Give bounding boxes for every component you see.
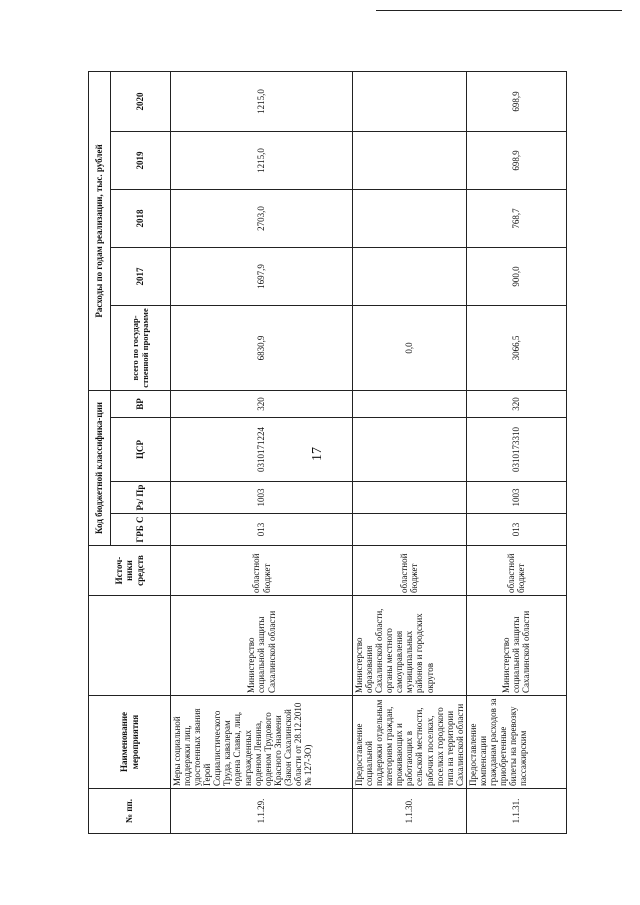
row-grbs: 013 [466,514,566,546]
row-2019: 698,9 [466,131,566,189]
row-2017 [353,247,467,305]
row-2019 [353,131,467,189]
row-total: 3066,5 [466,305,566,390]
row-2017: 900,0 [466,247,566,305]
row-vr [353,390,467,417]
row-no: 1.1.30. [353,789,467,834]
col-executor-header [89,596,171,696]
col-csr-header: ЦСР [111,418,171,482]
col-no-header: № пп. [89,789,171,834]
row-csr: 0310173310 [466,418,566,482]
row-2018: 768,7 [466,189,566,247]
row-csr [353,418,467,482]
row-grbs [353,514,467,546]
row-total: 6830,9 [171,305,353,390]
col-grbs-header: ГРБ С [111,514,171,546]
top-rule [376,10,622,11]
col-total-header: всего по государ-ственной программе [111,305,171,390]
rotated-table-container [88,72,564,834]
col-name-header: Наименование мероприятия [89,696,171,789]
row-executor: Министерство социальной защиты Сахалинской области [466,596,566,696]
col-source-header: Источ-ники средств [89,546,171,596]
col-2018-header: 2018 [111,189,171,247]
row-rzpr [353,482,467,514]
row-executor: Министерство социальной защиты Сахалинской области [171,596,353,696]
col-2017-header: 2017 [111,247,171,305]
table-row [466,71,566,833]
row-2020 [353,71,467,131]
row-2017: 1697,9 [171,247,353,305]
row-name: Предоставление социальной поддержки отдельным категориям граждан, проживающих и работающих в сельской местности, рабочих поселках, поселках городского типа на территории Сахалинской области [353,696,467,789]
row-no: 1.1.31. [466,789,566,834]
row-2020: 698,9 [466,71,566,131]
row-csr: 0310171224 [171,418,353,482]
row-rzpr: 1003 [466,482,566,514]
row-2019: 1215,0 [171,131,353,189]
row-vr: 320 [171,390,353,417]
col-2020-header: 2020 [111,71,171,131]
row-grbs: 013 [171,514,353,546]
row-2018 [353,189,467,247]
row-executor: Министерство образования Сахалинской области, органы местного самоуправления муниципальных районов и городских округов [353,596,467,696]
expenses-header: Расходы по годам реализации, тыс. рублей [89,71,111,390]
row-name: Предоставление компенсации гражданам расходов за приобретенные билеты на перевозку пассажирским [466,696,566,789]
row-source: областной бюджет [171,546,353,596]
col-2019-header: 2019 [111,131,171,189]
row-total: 0,0 [353,305,467,390]
row-2018: 2703,0 [171,189,353,247]
row-rzpr: 1003 [171,482,353,514]
row-name: Меры социальной поддержки лиц, удостоенных звания Герой Социалистического Труда, кавалерам ордена Славы, лиц, награжденных орденом Ленина, орденом Трудового Красного Знамени (Закон Сахалинской области от 28.12.2010 № 127-ЗО) [171,696,353,789]
header-row-1 [89,71,111,833]
row-vr: 320 [466,390,566,417]
expenses-table [88,71,567,834]
col-vr-header: ВР [111,390,171,417]
row-2020: 1215,0 [171,71,353,131]
table-row [171,71,353,833]
table-row [353,71,467,833]
row-no: 1.1.29. [171,789,353,834]
col-rzpr-header: Рз/ Пр [111,482,171,514]
row-source: областной бюджет [353,546,467,596]
row-source: областной бюджет [466,546,566,596]
budget-code-header: Код бюджетной классифика-ции [89,390,111,545]
